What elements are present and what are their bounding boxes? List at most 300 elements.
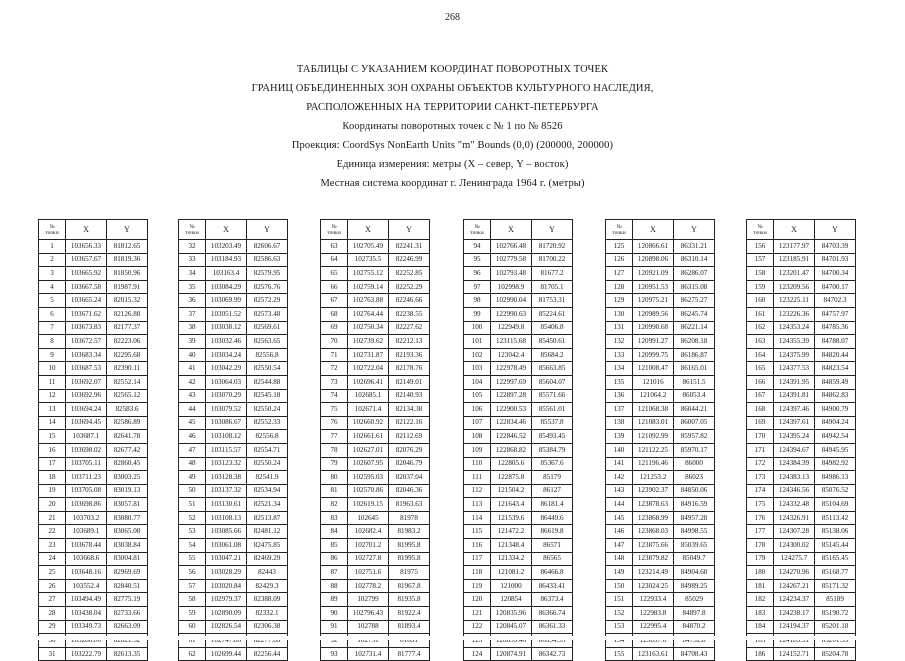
table-row [321,335,430,349]
y-coordinate-cell: 81893.4 [389,620,430,634]
y-coordinate-cell: 85493.45 [532,430,573,444]
x-coordinate-cell: 103438.04 [66,607,107,621]
point-number-cell: 166 [747,375,774,389]
x-coordinate-cell: 103222.79 [66,647,107,661]
x-coordinate-cell: 124234.37 [774,593,815,607]
x-coordinate-cell: 102755.12 [348,267,389,281]
x-coordinate-cell: 102661.61 [348,430,389,444]
point-number-cell: 5 [39,294,66,308]
table-row [39,375,148,389]
x-coordinate-cell: 103678.44 [66,539,107,553]
point-number-cell: 75 [321,403,348,417]
table-row [747,416,856,430]
table-row [606,375,715,389]
point-number-cell: 93 [321,647,348,661]
table-row [747,552,856,566]
y-coordinate-cell: 81995.8 [389,539,430,553]
table-row [179,307,288,321]
point-number-cell: 22 [39,525,66,539]
table-row [606,607,715,621]
table-row [179,321,288,335]
x-coordinate-cell: 102570.86 [348,484,389,498]
point-number-cell: 95 [464,253,491,267]
y-coordinate-cell: 82241.31 [389,240,430,254]
x-coordinate-cell: 123042.4 [491,348,532,362]
table-row [747,362,856,376]
table-row [321,647,430,661]
point-number-cell: 29 [39,620,66,634]
table-row [747,539,856,553]
y-coordinate-cell: 84700.17 [815,280,856,294]
y-coordinate-cell: 82550.54 [247,362,288,376]
point-number-cell: 173 [747,471,774,485]
y-coordinate-cell: 82556.8 [247,348,288,362]
y-coordinate-cell: 82550.24 [247,403,288,417]
y-coordinate-cell: 82545.18 [247,389,288,403]
point-number-cell: 175 [747,498,774,512]
y-coordinate-cell: 83038.84 [107,539,148,553]
table-row [747,457,856,471]
point-number-cell: 8 [39,335,66,349]
page-number: 268 [445,12,460,23]
point-number-cell: 168 [747,403,774,417]
y-coordinate-cell: 86619.8 [532,525,573,539]
point-number-cell: 62 [179,647,206,661]
x-coordinate-cell: 123868.03 [633,525,674,539]
point-number-cell: 16 [39,443,66,457]
x-coordinate-cell: 103038.12 [206,321,247,335]
y-coordinate-cell: 82178.76 [389,362,430,376]
y-coordinate-cell: 86342.73 [532,647,573,661]
table-row [179,280,288,294]
x-coordinate-cell: 102763.88 [348,294,389,308]
x-coordinate-cell: 122997.69 [491,375,532,389]
table-row [179,267,288,281]
point-number-cell: 181 [747,579,774,593]
x-coordinate-cell: 102799 [348,593,389,607]
x-coordinate-cell: 103698.86 [66,498,107,512]
point-number-cell: 28 [39,607,66,621]
y-coordinate-cell: 82227.62 [389,321,430,335]
point-number-cell: 121 [464,607,491,621]
y-coordinate-cell: 84862.83 [815,389,856,403]
header-y: Y [674,220,715,240]
y-coordinate-cell: 86208.18 [674,335,715,349]
table-row [606,280,715,294]
point-number-cell: 112 [464,484,491,498]
point-number-cell: 19 [39,484,66,498]
point-number-cell: 6 [39,307,66,321]
y-coordinate-cell: 86571 [532,539,573,553]
table-row [747,498,856,512]
point-number-cell: 71 [321,348,348,362]
y-coordinate-cell: 85384.79 [532,443,573,457]
x-coordinate-cell: 102595.03 [348,471,389,485]
x-coordinate-cell: 103552.4 [66,579,107,593]
y-coordinate-cell: 85957.82 [674,430,715,444]
point-number-cell: 176 [747,511,774,525]
y-coordinate-cell: 85684.2 [532,348,573,362]
point-number-cell: 3 [39,267,66,281]
table-row [464,280,573,294]
coordinate-system: Местная система координат г. Ленинграда 1964 г. (метры) [320,178,585,189]
table-row [606,335,715,349]
x-coordinate-cell: 121348.4 [491,539,532,553]
x-coordinate-cell: 103032.46 [206,335,247,349]
table-row [747,240,856,254]
y-coordinate-cell: 84904.24 [815,416,856,430]
x-coordinate-cell: 122868.82 [491,443,532,457]
y-coordinate-cell: 82126.88 [107,307,148,321]
units: Единица измерения: метры (X – север, Y – восток) [336,159,569,170]
table-row [747,294,856,308]
point-number-cell: 117 [464,552,491,566]
table-row [464,403,573,417]
y-coordinate-cell: 82860.45 [107,457,148,471]
point-number-cell: 70 [321,335,348,349]
y-coordinate-cell: 82429.3 [247,579,288,593]
x-coordinate-cell: 102705.49 [348,240,389,254]
table-row [321,253,430,267]
x-coordinate-cell: 121643.4 [491,498,532,512]
table-row [39,348,148,362]
x-coordinate-cell: 122995.4 [633,620,674,634]
y-coordinate-cell: 85201.18 [815,620,856,634]
y-coordinate-cell: 81753.31 [532,294,573,308]
table-row [606,430,715,444]
x-coordinate-cell: 124267.21 [774,579,815,593]
point-number-cell: 100 [464,321,491,335]
x-coordinate-cell: 122900.53 [491,403,532,417]
x-coordinate-cell: 123115.68 [491,335,532,349]
point-number-cell: 170 [747,430,774,444]
y-coordinate-cell: 84945.95 [815,443,856,457]
point-number-cell: 107 [464,416,491,430]
point-number-cell: 169 [747,416,774,430]
y-coordinate-cell: 84703.39 [815,240,856,254]
table-row [39,566,148,580]
point-number-cell: 126 [606,253,633,267]
point-number-cell: 58 [179,593,206,607]
x-coordinate-cell: 124377.53 [774,362,815,376]
point-number-cell: 150 [606,579,633,593]
y-coordinate-cell: 82969.69 [107,566,148,580]
x-coordinate-cell: 103657.67 [66,253,107,267]
y-coordinate-cell: 83065.08 [107,525,148,539]
coordinate-table [320,219,430,661]
point-number-cell: 21 [39,511,66,525]
table-row [179,348,288,362]
y-coordinate-cell: 85145.44 [815,539,856,553]
point-number-cell: 97 [464,280,491,294]
y-coordinate-cell: 81720.92 [532,240,573,254]
y-coordinate-cell: 82606.67 [247,240,288,254]
x-coordinate-cell: 103123.32 [206,457,247,471]
table-row [747,253,856,267]
table-row [179,430,288,444]
x-coordinate-cell: 103115.57 [206,443,247,457]
y-coordinate-cell: 86366.74 [532,607,573,621]
point-number-cell: 161 [747,307,774,321]
x-coordinate-cell: 122897.28 [491,389,532,403]
table-row [464,240,573,254]
table-row [464,484,573,498]
point-number-cell: 20 [39,498,66,512]
table-row [321,280,430,294]
point-number-cell: 52 [179,511,206,525]
table-row [464,443,573,457]
table-row [39,593,148,607]
x-coordinate-cell: 124355.39 [774,335,815,349]
header-y: Y [532,220,573,240]
table-row [321,511,430,525]
y-coordinate-cell: 81922.4 [389,607,430,621]
point-number-cell: 106 [464,403,491,417]
y-coordinate-cell: 82733.66 [107,607,148,621]
table-row [39,607,148,621]
table-row [321,267,430,281]
y-coordinate-cell: 82149.01 [389,375,430,389]
y-coordinate-cell: 81850.96 [107,267,148,281]
point-number-cell: 77 [321,430,348,444]
y-coordinate-cell: 85450.61 [532,335,573,349]
y-coordinate-cell: 85113.42 [815,511,856,525]
y-coordinate-cell: 85029 [674,593,715,607]
y-coordinate-cell: 82573.48 [247,307,288,321]
y-coordinate-cell: 82563.65 [247,335,288,349]
x-coordinate-cell: 123879.82 [633,552,674,566]
y-coordinate-cell: 84998.55 [674,525,715,539]
y-coordinate-cell: 82238.55 [389,307,430,321]
point-number-cell: 64 [321,253,348,267]
y-coordinate-cell: 82223.06 [107,335,148,349]
table-row [606,348,715,362]
table-row [747,335,856,349]
y-coordinate-cell: 82469.29 [247,552,288,566]
projection: Проекция: CoordSys NonEarth Units "m" Bounds (0,0) (200000, 200000) [291,140,614,151]
x-coordinate-cell: 123209.56 [774,280,815,294]
y-coordinate-cell: 86275.27 [674,294,715,308]
table-row [464,362,573,376]
x-coordinate-cell: 103672.57 [66,335,107,349]
point-number-cell: 46 [179,430,206,444]
y-coordinate-cell: 84989.25 [674,579,715,593]
point-number-cell: 147 [606,539,633,553]
table-row [179,294,288,308]
y-coordinate-cell: 82295.68 [107,348,148,362]
point-number-cell: 138 [606,416,633,430]
point-number-cell: 145 [606,511,633,525]
point-number-cell: 136 [606,389,633,403]
y-coordinate-cell: 85406.8 [532,321,573,335]
table-row [747,307,856,321]
y-coordinate-cell: 81705.1 [532,280,573,294]
x-coordinate-cell: 103084.29 [206,280,247,294]
table-row [39,240,148,254]
y-coordinate-cell: 82541.9 [247,471,288,485]
table-row [39,416,148,430]
x-coordinate-cell: 124326.91 [774,511,815,525]
point-number-cell: 101 [464,335,491,349]
x-coordinate-cell: 103061.08 [206,539,247,553]
x-coordinate-cell: 123902.37 [633,484,674,498]
point-number-cell: 130 [606,307,633,321]
x-coordinate-cell: 123214.49 [633,566,674,580]
point-number-cell: 57 [179,579,206,593]
table-row [747,443,856,457]
point-number-cell: 85 [321,539,348,553]
table-row [39,484,148,498]
y-coordinate-cell: 82576.76 [247,280,288,294]
table-row [464,348,573,362]
header-point-number: № точки [464,220,491,240]
header-x: X [206,220,247,240]
point-number-cell: 63 [321,240,348,254]
y-coordinate-cell: 85076.52 [815,484,856,498]
table-row [606,566,715,580]
y-coordinate-cell: 86181.4 [532,498,573,512]
table-row [39,539,148,553]
y-coordinate-cell: 81700.22 [532,253,573,267]
x-coordinate-cell: 124395.24 [774,430,815,444]
y-coordinate-cell: 82246.66 [389,294,430,308]
table-row [606,539,715,553]
x-coordinate-cell: 103064.03 [206,375,247,389]
x-coordinate-cell: 103692.96 [66,389,107,403]
header-x: X [633,220,674,240]
y-coordinate-cell: 82177.37 [107,321,148,335]
x-coordinate-cell: 124270.96 [774,566,815,580]
header-y: Y [247,220,288,240]
point-number-cell: 178 [747,539,774,553]
x-coordinate-cell: 120874.91 [491,647,532,661]
point-number-cell: 124 [464,647,491,661]
y-coordinate-cell: 86245.74 [674,307,715,321]
point-number-cell: 39 [179,335,206,349]
y-coordinate-cell: 85171.32 [815,579,856,593]
x-coordinate-cell: 120990.68 [633,321,674,335]
table-row [464,294,573,308]
point-number-cell: 137 [606,403,633,417]
point-number-cell: 50 [179,484,206,498]
table-row [606,498,715,512]
table-row [321,471,430,485]
table-row [39,498,148,512]
y-coordinate-cell: 83080.77 [107,511,148,525]
x-coordinate-cell: 102779.58 [491,253,532,267]
y-coordinate-cell: 81967.8 [389,579,430,593]
point-number-cell: 48 [179,457,206,471]
point-number-cell: 79 [321,457,348,471]
table-row [39,471,148,485]
table-row [606,620,715,634]
y-coordinate-cell: 85561.01 [532,403,573,417]
x-coordinate-cell: 103665.92 [66,267,107,281]
point-number-cell: 32 [179,240,206,254]
x-coordinate-cell: 121068.38 [633,403,674,417]
y-coordinate-cell: 81812.65 [107,240,148,254]
y-coordinate-cell: 82565.12 [107,389,148,403]
y-coordinate-cell: 86151.5 [674,375,715,389]
x-coordinate-cell: 123177.97 [774,240,815,254]
x-coordinate-cell: 103494.49 [66,593,107,607]
y-coordinate-cell: 86000 [674,457,715,471]
y-coordinate-cell: 82112.69 [389,430,430,444]
point-number-cell: 144 [606,498,633,512]
y-coordinate-cell: 86221.14 [674,321,715,335]
point-number-cell: 15 [39,430,66,444]
table-row [321,389,430,403]
point-number-cell: 34 [179,267,206,281]
x-coordinate-cell: 102778.2 [348,579,389,593]
point-number-cell: 86 [321,552,348,566]
table-row [321,348,430,362]
table-row [179,375,288,389]
point-number-cell: 66 [321,280,348,294]
x-coordinate-cell: 102990.04 [491,294,532,308]
point-number-cell: 108 [464,430,491,444]
x-coordinate-cell: 102979.37 [206,593,247,607]
x-coordinate-cell: 120921.09 [633,267,674,281]
table-row [464,430,573,444]
y-coordinate-cell: 82037.04 [389,471,430,485]
x-coordinate-cell: 103108.12 [206,430,247,444]
y-coordinate-cell: 82513.87 [247,511,288,525]
coordinate-table [746,219,856,661]
y-coordinate-cell: 86449.6 [532,511,573,525]
header-point-number: № точки [606,220,633,240]
table-row [464,321,573,335]
point-number-cell: 157 [747,253,774,267]
y-coordinate-cell: 85604.07 [532,375,573,389]
table-row [321,307,430,321]
x-coordinate-cell: 120991.27 [633,335,674,349]
y-coordinate-cell: 84897.8 [674,607,715,621]
y-coordinate-cell: 82252.85 [389,267,430,281]
table-row [179,593,288,607]
x-coordinate-cell: 124194.37 [774,620,815,634]
table-row [606,443,715,457]
table-row [464,335,573,349]
table-row [179,403,288,417]
y-coordinate-cell: 82663.09 [107,620,148,634]
y-coordinate-cell: 82572.29 [247,294,288,308]
y-coordinate-cell: 82046.79 [389,457,430,471]
x-coordinate-cell: 103656.33 [66,240,107,254]
x-coordinate-cell: 122846.52 [491,430,532,444]
y-coordinate-cell: 84916.59 [674,498,715,512]
table-row [464,525,573,539]
x-coordinate-cell: 121253.2 [633,471,674,485]
y-coordinate-cell: 82140.93 [389,389,430,403]
y-coordinate-cell: 83057.81 [107,498,148,512]
table-row [321,240,430,254]
point-number-cell: 163 [747,335,774,349]
table-row [606,457,715,471]
y-coordinate-cell: 84820.44 [815,348,856,362]
table-row [606,647,715,661]
x-coordinate-cell: 123878.63 [633,498,674,512]
x-coordinate-cell: 103070.29 [206,389,247,403]
y-coordinate-cell: 81819.36 [107,253,148,267]
y-coordinate-cell: 86165.01 [674,362,715,376]
y-coordinate-cell: 84823.54 [815,362,856,376]
x-coordinate-cell: 121122.25 [633,443,674,457]
y-coordinate-cell: 86373.4 [532,593,573,607]
table-row [39,253,148,267]
x-coordinate-cell: 123225.11 [774,294,815,308]
point-number-cell: 125 [606,240,633,254]
